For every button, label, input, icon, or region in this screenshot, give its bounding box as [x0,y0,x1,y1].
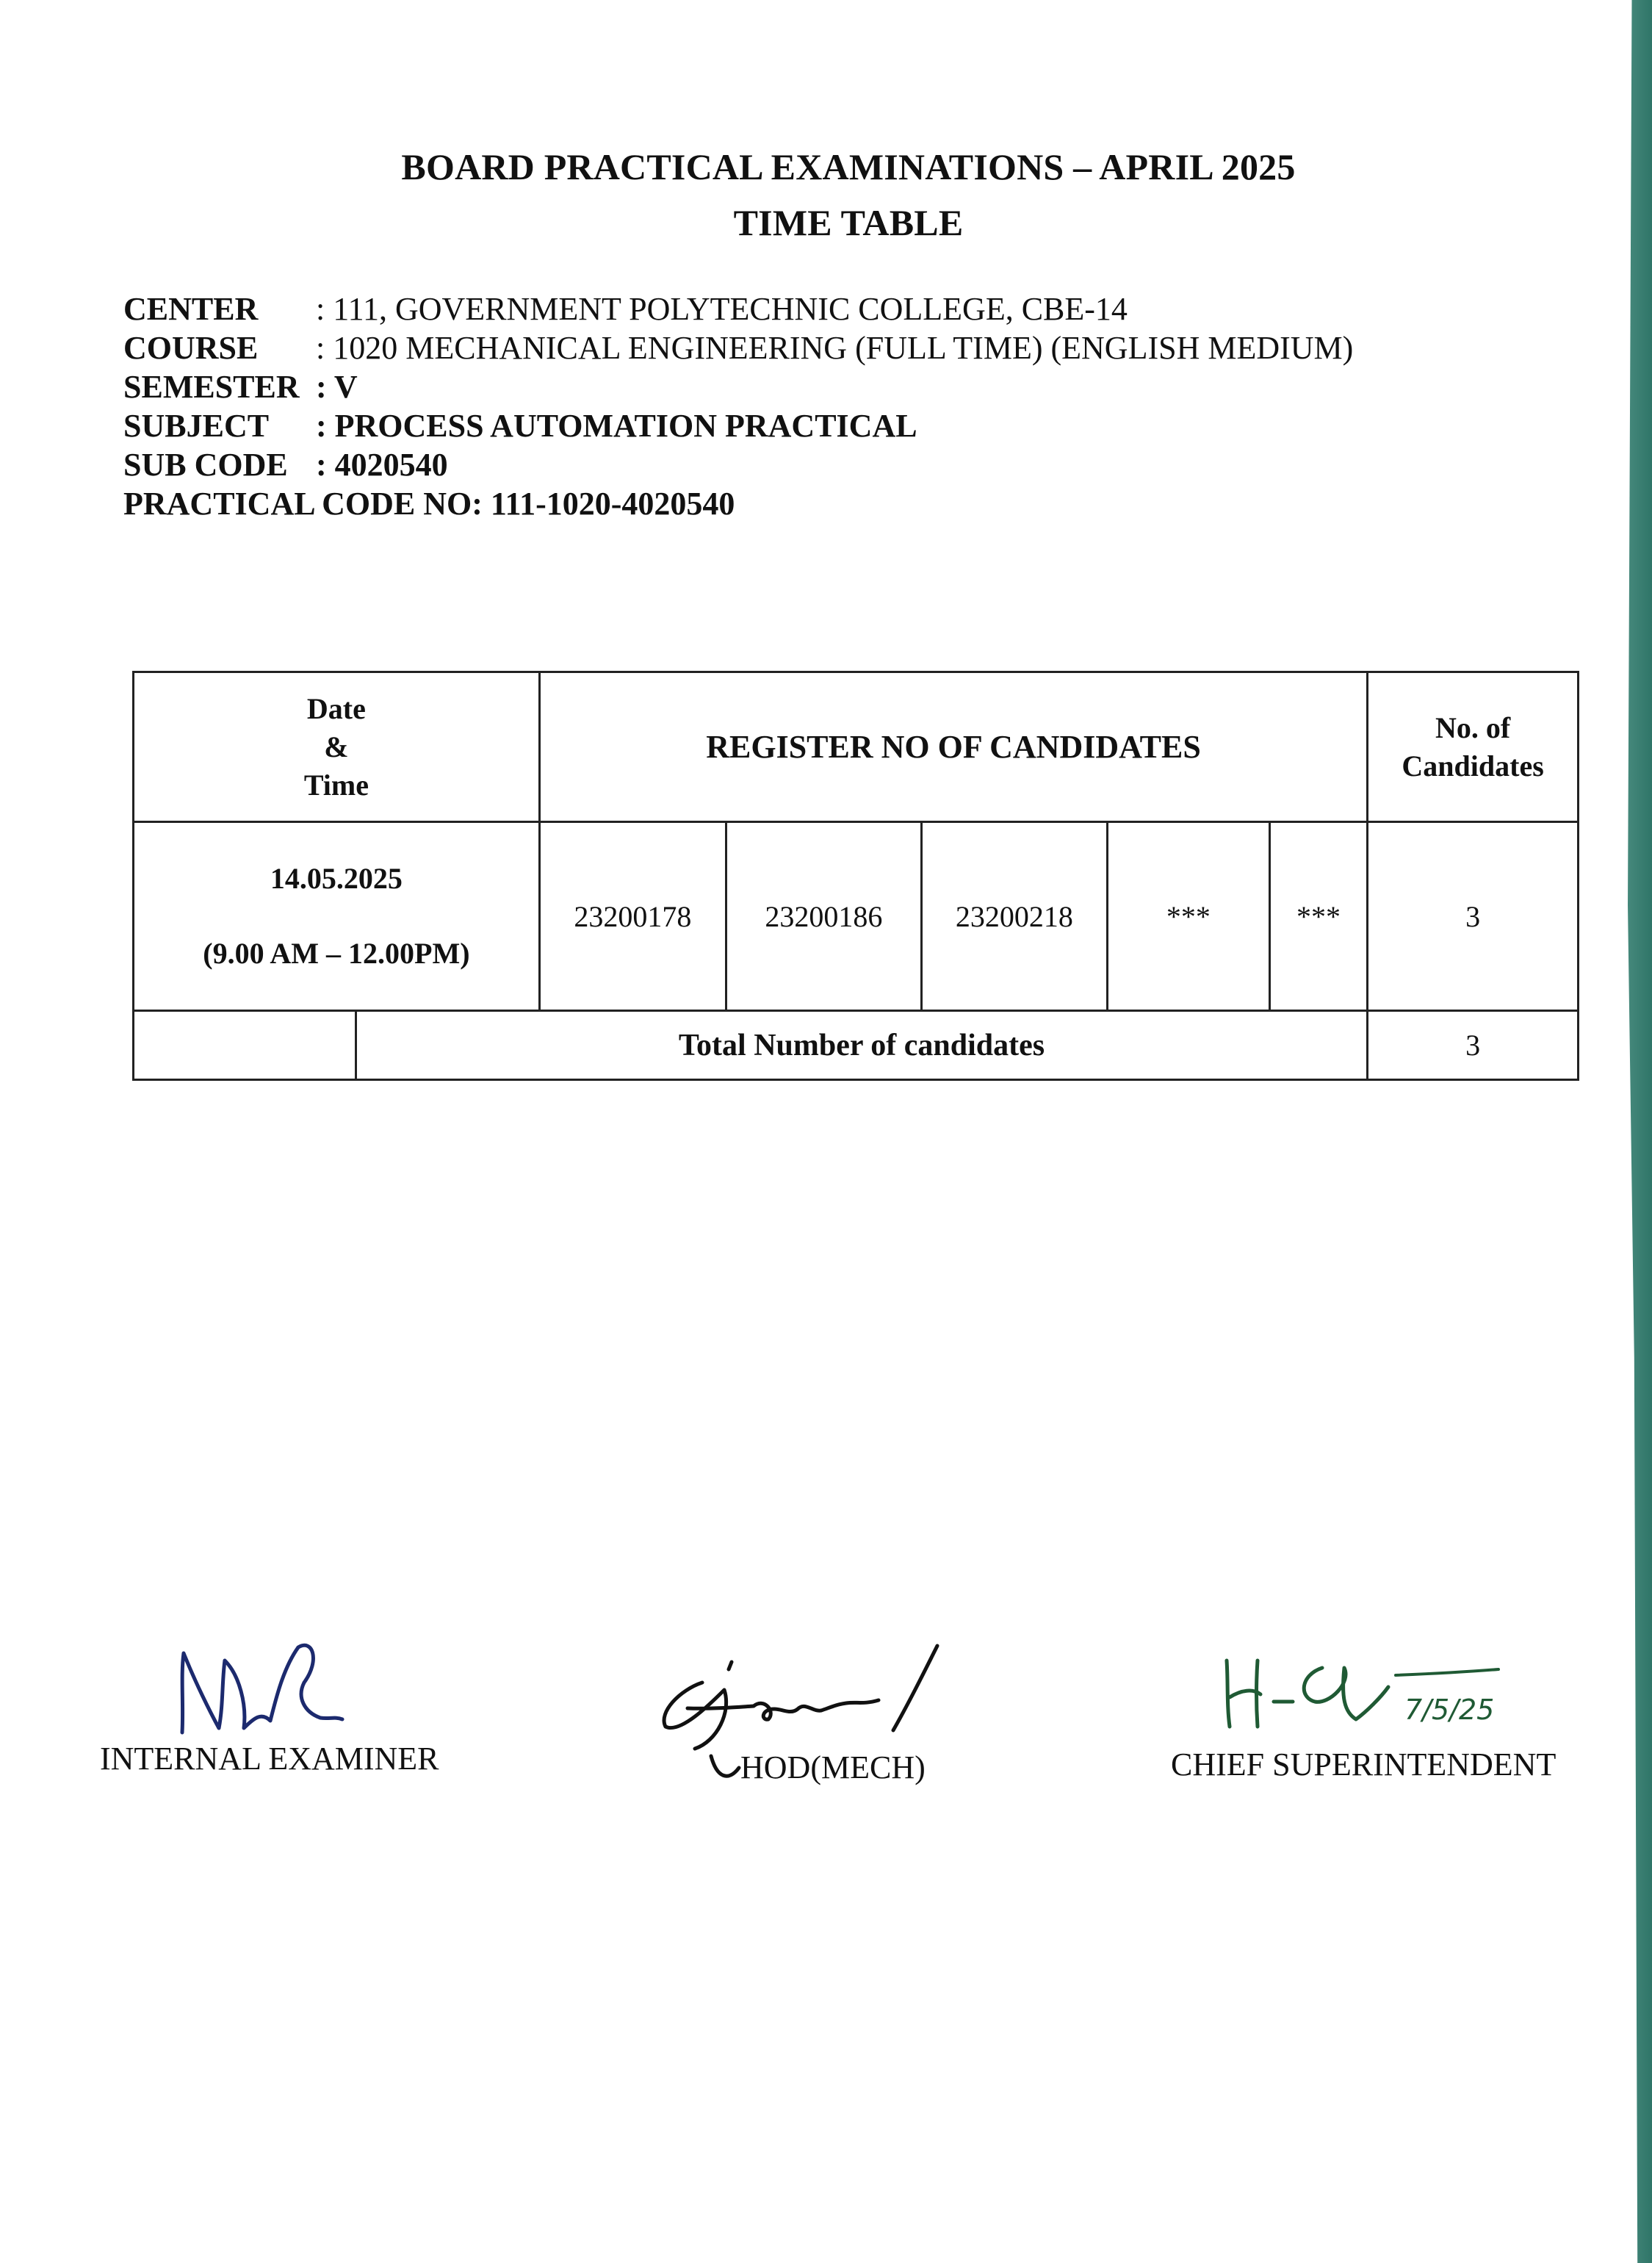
register-placeholder: *** [1296,899,1341,933]
count-header [1368,672,1579,822]
document-subtitle: TIME TABLE [733,202,964,243]
register-cells [539,822,1367,1011]
hod-label: HOD(MECH) [740,1749,926,1785]
subject-value: : PROCESS AUTOMATION PRACTICAL [316,408,917,444]
chief-superintendent-date: 7/5/25 [1404,1694,1495,1726]
time-header-line: Time [303,768,369,802]
semester-row [123,367,1353,406]
semester-label: SEMESTER [123,369,300,405]
course-label: COURSE [123,330,259,366]
exam-time: (9.00 AM – 12.00PM) [203,937,470,970]
register-header: REGISTER NO OF CANDIDATES [539,672,1367,822]
semester-value: : V [316,369,358,405]
register-number: 23200186 [727,823,923,1010]
internal-examiner-signature [173,1631,364,1741]
course-row [123,328,1353,367]
table-row [134,822,1579,1011]
subcode-value: : 4020540 [316,447,448,483]
register-placeholder: *** [1108,823,1271,1010]
date-header-line: Date [306,691,366,725]
table-total-row [134,1011,1579,1080]
count-header-line2: Candidates [1402,749,1544,782]
practical-code-row [123,484,1353,523]
center-value: : 111, GOVERNMENT POLYTECHNIC COLLEGE, CBE-14 [316,291,1128,327]
subcode-label: SUB CODE [123,447,288,483]
timetable [132,671,1579,1081]
exam-details [123,289,1353,523]
total-blank-cell [134,1011,356,1080]
center-label: CENTER [123,291,259,327]
practical-code: PRACTICAL CODE NO: 111-1020-4020540 [123,486,735,522]
internal-examiner-block [100,1740,439,1777]
chief-superintendent-label: CHIEF SUPERINTENDENT [1171,1746,1557,1782]
date-time-header [134,672,540,822]
chief-superintendent-signature [1212,1646,1506,1749]
internal-examiner-label: INTERNAL EXAMINER [100,1741,439,1777]
hod-block [740,1749,926,1786]
course-value: : 1020 MECHANICAL ENGINEERING (FULL TIME) (ENGLISH MEDIUM) [316,330,1354,366]
subcode-row [123,445,1353,484]
total-value: 3 [1368,1011,1579,1080]
count-header-line1: No. of [1435,710,1511,744]
subject-label: SUBJECT [123,408,270,444]
ampersand-header-line: & [324,730,349,763]
date-time-cell [134,822,540,1011]
total-label: Total Number of candidates [356,1011,1367,1080]
document-title: BOARD PRACTICAL EXAMINATIONS – APRIL 2025 [401,146,1296,187]
center-row [123,289,1353,328]
register-number: 23200218 [923,823,1108,1010]
table-header-row [134,672,1579,822]
candidate-count: 3 [1368,822,1579,1011]
register-number: 23200178 [541,823,727,1010]
subject-row [123,406,1353,445]
chief-superintendent-block [1171,1746,1556,1783]
exam-date: 14.05.2025 [270,862,403,895]
